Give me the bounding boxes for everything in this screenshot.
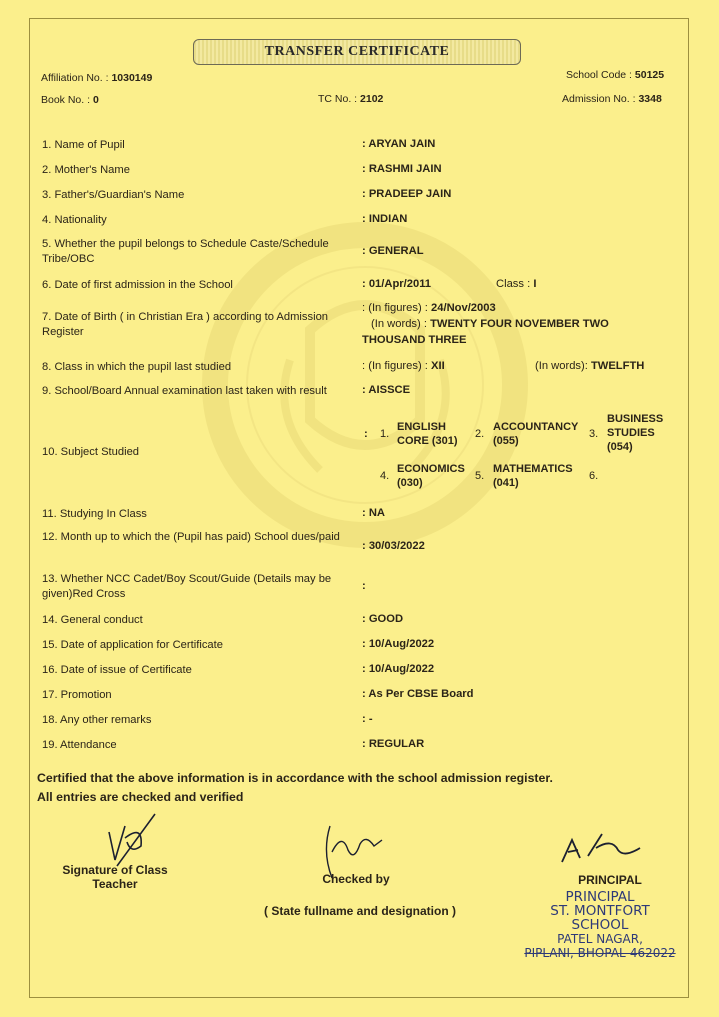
dob-in-words-cont: THOUSAND THREE xyxy=(362,334,467,346)
field-label-mother: 2. Mother's Name xyxy=(42,164,130,176)
field-label-exam: 9. School/Board Annual examination last taken with result xyxy=(42,385,327,397)
dob-in-words: (In words) : TWENTY FOUR NOVEMBER TWO xyxy=(371,318,609,330)
field-value-category: : GENERAL xyxy=(362,245,424,257)
field-label-category: 5. Whether the pupil belongs to Schedule Caste/Schedule Tribe/OBC xyxy=(42,238,329,265)
field-value-exam: : AISSCE xyxy=(362,384,411,396)
field-value-promotion: : As Per CBSE Board xyxy=(362,688,474,700)
field-label-nationality: 4. Nationality xyxy=(42,214,107,226)
field-label-subjects: 10. Subject Studied xyxy=(42,446,140,458)
class-teacher-label: Signature of Class Teacher xyxy=(62,863,168,891)
field-label-promotion: 17. Promotion xyxy=(42,689,112,701)
subject-2: ACCOUNTANCY (055) xyxy=(493,421,579,447)
field-label-issue-date: 16. Date of issue of Certificate xyxy=(42,664,192,676)
field-value-dues: : 30/03/2022 xyxy=(362,540,425,552)
field-value-mother: : RASHMI JAIN xyxy=(362,163,442,175)
subject-number-6: 6. xyxy=(589,470,599,482)
field-value-nationality: : INDIAN xyxy=(362,213,408,225)
certification-statement: Certified that the above information is in accordance with the school admission register. xyxy=(37,771,553,785)
field-label-admission-date: 6. Date of first admission in the School xyxy=(42,279,233,291)
tc-number: TC No. : 2102 xyxy=(318,93,384,105)
field-label-studying-class: 11. Studying In Class xyxy=(42,508,147,520)
affiliation-number: Affiliation No. : 1030149 xyxy=(41,72,153,84)
field-value-remarks: : - xyxy=(362,713,373,725)
field-label-remarks: 18. Any other remarks xyxy=(42,714,152,726)
state-fullname-label: ( State fullname and designation ) xyxy=(263,904,457,918)
field-value-attendance: : REGULAR xyxy=(362,738,425,750)
principal-label: PRINCIPAL xyxy=(578,873,642,887)
field-value-name: : ARYAN JAIN xyxy=(362,138,436,150)
class-admitted: Class : I xyxy=(496,278,537,290)
field-label-application-date: 15. Date of application for Certificate xyxy=(42,639,223,651)
checked-by-label: Checked by xyxy=(322,872,390,886)
last-class-in-words: (In words): TWELFTH xyxy=(535,360,645,372)
field-value-last-class: : (In figures) : XII xyxy=(362,360,445,372)
subject-3: BUSINESS STUDIES (054) xyxy=(607,413,664,453)
field-value-issue-date: : 10/Aug/2022 xyxy=(362,663,435,675)
book-number: Book No. : 0 xyxy=(41,94,99,106)
field-value-subjects-colon: : xyxy=(364,428,368,440)
certificate-title: TRANSFER CERTIFICATE xyxy=(193,39,521,65)
field-value-admission-date: : 01/Apr/2011 xyxy=(362,278,432,290)
subject-number-5: 5. xyxy=(475,470,485,482)
school-code: School Code : 50125 xyxy=(566,69,665,81)
subject-5: MATHEMATICS (041) xyxy=(493,463,573,489)
field-value-father: : PRADEEP JAIN xyxy=(362,188,452,200)
field-label-father: 3. Father's/Guardian's Name xyxy=(42,189,185,201)
subject-1: ENGLISH CORE (301) xyxy=(397,421,458,447)
field-value-application-date: : 10/Aug/2022 xyxy=(362,638,435,650)
certification-verified: All entries are checked and verified xyxy=(37,790,244,804)
field-value-studying-class: : NA xyxy=(362,507,385,519)
field-label-dob: 7. Date of Birth ( in Christian Era ) according to Admission Register xyxy=(42,311,329,338)
principal-signature xyxy=(558,828,648,868)
subject-number-2: 2. xyxy=(475,428,485,440)
field-value-conduct: : GOOD xyxy=(362,613,404,625)
field-label-last-class: 8. Class in which the pupil last studied xyxy=(42,361,232,373)
field-label-name: 1. Name of Pupil xyxy=(42,139,125,151)
subject-number-3: 3. xyxy=(589,428,599,440)
admission-number: Admission No. : 3348 xyxy=(562,93,662,105)
field-label-conduct: 14. General conduct xyxy=(42,614,143,626)
field-label-ncc: 13. Whether NCC Cadet/Boy Scout/Guide (Details may be given)Red Cross xyxy=(42,573,332,600)
subject-4: ECONOMICS (030) xyxy=(397,463,465,489)
field-label-attendance: 19. Attendance xyxy=(42,739,117,751)
field-value-ncc: : xyxy=(362,580,366,592)
field-label-dues: 12. Month up to which the (Pupil has paid) School dues/paid xyxy=(42,531,340,543)
field-value-dob: : (In figures) : 24/Nov/2003 xyxy=(362,302,496,314)
subject-number-4: 4. xyxy=(380,470,390,482)
school-stamp: PRINCIPAL ST. MONTFORT SCHOOL PATEL NAGAR, PIPLANI, BHOPAL-462022 xyxy=(524,889,676,960)
class-teacher-signature xyxy=(95,808,185,870)
subject-number-1: 1. xyxy=(380,428,390,440)
